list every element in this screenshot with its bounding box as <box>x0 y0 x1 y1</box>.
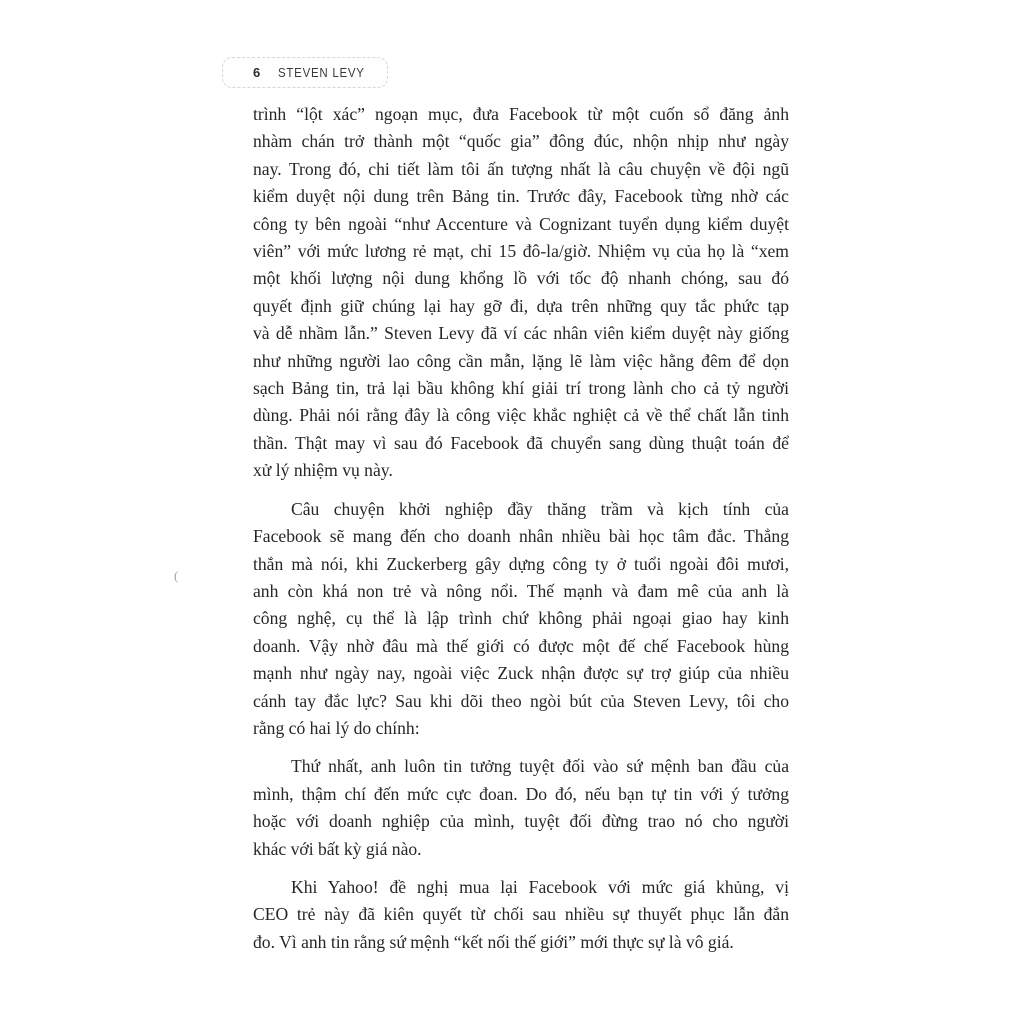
page-header <box>222 57 388 88</box>
text-line: nhàm chán trở thành một “quốc gia” đông đúc, nhộn nhịp như ngày <box>253 131 789 152</box>
text-line: hoặc với doanh nghiệp của mình, tuyệt đối đừng trao nó cho người <box>253 811 789 832</box>
text-line: Khi Yahoo! đề nghị mua lại Facebook với mức giá khủng, vị <box>291 876 789 897</box>
paragraph <box>253 874 789 956</box>
text-line: nay. Trong đó, chi tiết làm tôi ấn tượng nhất là câu chuyện về đội ngũ <box>253 158 789 179</box>
text-line: công ty bên ngoài “như Accenture và Cognizant tuyển dụng kiểm duyệt <box>253 213 789 234</box>
text-line: xử lý nhiệm vụ này. <box>253 460 393 481</box>
text-line: cánh tay đắc lực? Sau khi dõi theo ngòi bút của Steven Levy, tôi cho <box>253 690 789 711</box>
text-line: dùng. Phải nói rằng đây là công việc khắc nghiệt cả về thể chất lẫn tinh <box>253 405 789 426</box>
text-line: trình “lột xác” ngoạn mục, đưa Facebook từ một cuốn sổ đăng ảnh <box>253 104 789 124</box>
text-line: anh còn khá non trẻ và nông nổi. Thế mạnh và đam mê của anh là <box>253 580 789 601</box>
text-line: như những người lao công cần mẫn, lặng lẽ làm việc hằng đêm để dọn <box>253 350 789 371</box>
page-number: 6 <box>253 65 261 80</box>
text-line: CEO trẻ này đã kiên quyết từ chối sau nhiều sự thuyết phục lẫn đắn <box>253 904 789 925</box>
text-line: Thứ nhất, anh luôn tin tưởng tuyệt đối vào sứ mệnh ban đầu của <box>291 756 789 777</box>
scan-artifact-mark: ( <box>174 568 179 583</box>
text-line: rằng có hai lý do chính: <box>253 717 420 738</box>
text-line: công nghệ, cụ thể là lập trình chứ không phải ngoại giao hay kinh <box>253 608 789 629</box>
text-line: viên” với mức lương rẻ mạt, chỉ 15 đô-la/giờ. Nhiệm vụ của họ là “xem <box>253 241 789 262</box>
text-line: doanh. Vậy nhờ đâu mà thế giới có được một đế chế Facebook hùng <box>253 635 789 656</box>
text-line: quyết định giữ chúng lại hay gỡ đi, dựa trên những quy tắc phức tạp <box>253 295 789 316</box>
text-line: thắn mà nói, khi Zuckerberg gây dựng công ty ở tuổi ngoài đôi mươi, <box>253 553 789 574</box>
text-line: Facebook sẽ mang đến cho doanh nhân nhiều bài học tâm đắc. Thẳng <box>253 526 789 547</box>
text-line: mạnh như ngày nay, ngoài việc Zuck nhận được sự trợ giúp của nhiều <box>253 663 789 684</box>
text-line: và dễ nhầm lẫn.” Steven Levy đã ví các nhân viên kiểm duyệt này giống <box>253 323 789 344</box>
text-line: thần. Thật may vì sau đó Facebook đã chuyển sang dùng thuật toán để <box>253 432 789 453</box>
text-line: đo. Vì anh tin rằng sứ mệnh “kết nối thế giới” mới thực sự là vô giá. <box>253 931 734 952</box>
text-line: kiểm duyệt nội dung trên Bảng tin. Trước đây, Facebook từng nhờ các <box>253 186 789 207</box>
paragraph <box>253 753 789 863</box>
text-line: mình, thậm chí đến mức cực đoan. Do đó, nếu bạn tự tin với ý tưởng <box>253 783 789 804</box>
text-line: một khối lượng nội dung khổng lồ với tốc độ nhanh chóng, sau đó <box>253 268 789 289</box>
body-text <box>253 101 789 956</box>
text-line: sạch Bảng tin, trả lại bầu không khí giải trí trong lành cho cả tỷ người <box>253 378 789 399</box>
paragraph <box>253 496 789 743</box>
text-line: khác với bất kỳ giá nào. <box>253 838 422 859</box>
paragraph <box>253 101 789 485</box>
text-line: Câu chuyện khởi nghiệp đầy thăng trầm và kịch tính của <box>291 498 789 519</box>
running-title: STEVEN LEVY <box>277 65 365 80</box>
